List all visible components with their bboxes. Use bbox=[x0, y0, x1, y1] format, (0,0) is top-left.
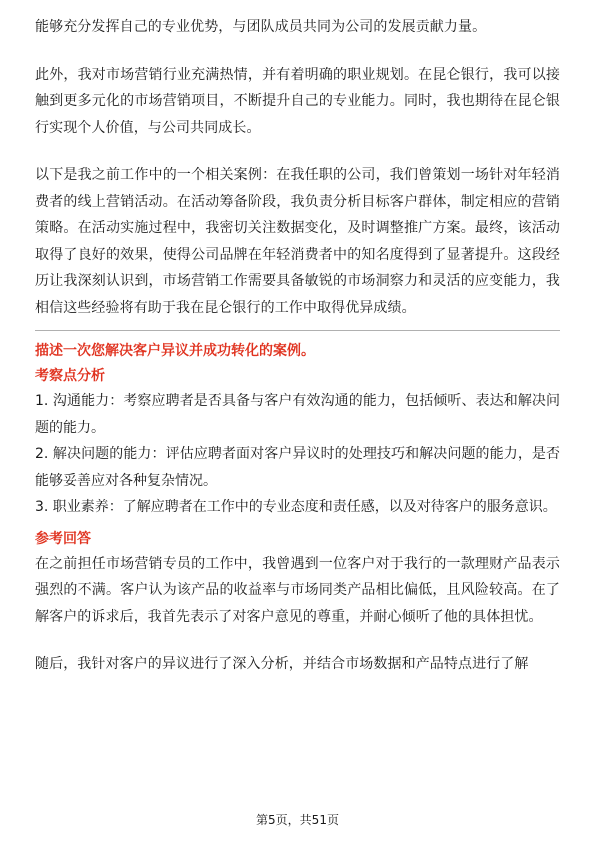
intro-paragraph-1: 能够充分发挥自己的专业优势，与团队成员共同为公司的发展贡献力量。 bbox=[35, 19, 487, 35]
section-divider bbox=[35, 330, 560, 331]
intro-paragraph-3: 以下是我之前工作中的一个相关案例：在我任职的公司，我们曾策划一场针对年轻消费者的线上营销活动。在活动筹备阶段，我负责分析目标客户群体，制定相应的营销策略。在活动实施过程中，我密切关注数据变化，及时调整推广方案。最终，该活动取得了良好的效果，使得公司品牌在年轻消费者中的知名度得到了显著提升。这段经历让我深刻认识到，市场营销工作需要具备敏锐的市场洞察力和灵活的应变能力，我相信这些经验将有助于我在昆仑银行的工作中取得优异成绩。 bbox=[35, 167, 560, 316]
analysis-point-3: 3. 职业素养：了解应聘者在工作中的专业态度和责任感，以及对待客户的服务意识。 bbox=[35, 499, 557, 515]
reference-heading: 参考回答 bbox=[35, 530, 91, 547]
analysis-point-2: 2. 解决问题的能力：评估应聘者面对客户异议时的处理技巧和解决问题的能力，是否能够妥善应对各种复杂情况。 bbox=[35, 446, 560, 489]
document-body bbox=[35, 14, 560, 678]
intro-paragraph-2: 此外，我对市场营销行业充满热情，并有着明确的职业规划。在昆仑银行，我可以接触到更多元化的市场营销项目，不断提升自己的专业能力。同时，我也期待在昆仑银行实现个人价值，与公司共同成长。 bbox=[35, 66, 560, 136]
reference-paragraph-1: 在之前担任市场营销专员的工作中，我曾遇到一位客户对于我行的一款理财产品表示强烈的不满。客户认为该产品的收益率与市场同类产品相比偏低，且风险较高。在了解客户的诉求后，我首先表示了对客户意见的尊重，并耐心倾听了他的具体担忧。 bbox=[35, 555, 560, 625]
page-number: 第5页，共51页 bbox=[256, 813, 339, 827]
analysis-point-1: 1. 沟通能力：考察应聘者是否具备与客户有效沟通的能力，包括倾听、表达和解决问题的能力。 bbox=[35, 393, 560, 436]
question-title: 描述一次您解决客户异议并成功转化的案例。 bbox=[35, 343, 315, 359]
reference-paragraph-2: 随后，我针对客户的异议进行了深入分析，并结合市场数据和产品特点进行了解 bbox=[35, 656, 529, 672]
analysis-heading: 考察点分析 bbox=[35, 368, 105, 384]
